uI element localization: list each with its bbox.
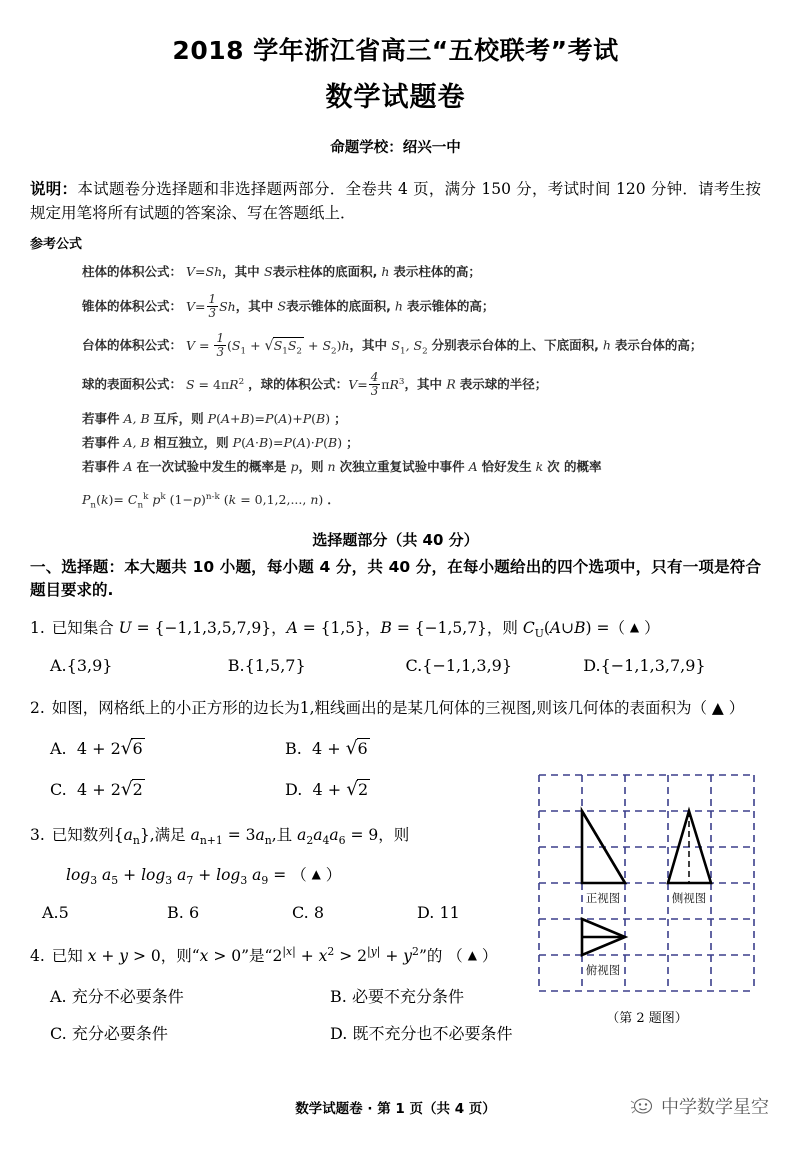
log-expression: $\log_3 a_5 + \log_3 a_7 + \log_3 a_9$ = xyxy=(66,865,287,887)
formula-sphere-area-label: 球的表面积公式： xyxy=(82,376,183,392)
notice-text: 本试题卷分选择题和非选择题两部分．全卷共 4 页，满分 150 分，考试时间 120 分钟．请考生按规定用笔将所有试题的答案涂、写在答题纸上． xyxy=(30,180,761,223)
comma-1: ，其中 xyxy=(222,264,264,280)
period-end: ． xyxy=(327,491,340,507)
question-1-number: 1. xyxy=(30,618,45,637)
option-1-c-label: C. xyxy=(405,656,423,676)
watermark-text: 中学数学星空 xyxy=(661,1097,769,1118)
bernoulli-2: 在一次试验中发生的概率是 xyxy=(136,458,287,474)
sym-h-3: h xyxy=(602,337,611,353)
sym-k: k xyxy=(535,458,544,474)
sym-A-1: A xyxy=(123,458,133,474)
formula-cylinder-tail-h: 表示柱体的高； xyxy=(393,264,481,280)
bernoulli-6: 次 的概率 xyxy=(547,458,602,474)
option-2-c-label: C. xyxy=(50,780,67,800)
option-1-b-label: B. xyxy=(227,656,245,676)
question-2-options-row1 xyxy=(30,720,520,759)
page-subtitle: 数学试题卷 xyxy=(325,82,466,113)
option-3-a-label: A. xyxy=(42,903,59,923)
option-3-b-label: B. xyxy=(167,903,184,923)
question-3-number: 3. xyxy=(30,826,45,845)
formula-cylinder-tail-s: 表示柱体的底面积, xyxy=(272,264,378,280)
sym-S-1: S xyxy=(264,264,273,280)
formula-sphere-area-expr: $S = 4\pi R^2$ xyxy=(186,376,245,392)
question-4-stem: 已知 x + y > 0，则“x > 0”是“$2^{|x|} + x^2 > 2^{|y|} + y^2$”的 （ ▲ ） xyxy=(51,945,498,966)
question-3-stem-line2: $\log_3 a_5 + \log_3 a_7 + \log_3 a_9$ = （ ▲ ） xyxy=(66,865,342,887)
question-1-stem: 已知集合 U = {−1,1,3,5,7,9}，A = {1,5}，B = {−1,5,7}，则 $C_U(A\cup B)$ =（ ▲ ） xyxy=(51,618,660,640)
formula-cone-tail-h: 表示锥体的高； xyxy=(406,298,495,314)
question-2 xyxy=(30,675,761,720)
option-2-a-label: A. xyxy=(50,739,67,759)
question-4-number: 4. xyxy=(30,947,45,966)
option-2-d[interactable]: D. 4 + √2 xyxy=(285,779,369,801)
sym-S-2: S xyxy=(277,298,287,314)
semicolon-2: ； xyxy=(346,434,359,450)
formula-bernoulli-text xyxy=(82,459,761,483)
question-3-stem: 已知数列$\{a_n\}$,满足 $a_{n+1} = 3a_n$,且 $a_2a_4a_6 = 9$，则 xyxy=(51,826,410,848)
reference-formulas xyxy=(30,252,761,525)
sym-AB-2: A, B xyxy=(123,434,150,450)
comma-4: ， xyxy=(248,376,261,392)
comma-3: ，其中 xyxy=(349,337,392,353)
formula-cone-tail-s: 表示锥体的底面积, xyxy=(286,298,391,314)
option-1-d-text: {−1,1,3,7,9} xyxy=(600,656,706,676)
bernoulli-4: 次独立重复试验中事件 xyxy=(339,458,465,474)
formula-cone xyxy=(82,294,761,333)
option-3-d-label: D. xyxy=(417,903,435,923)
option-1-a-label: A. xyxy=(50,656,67,676)
comma-5: ，其中 xyxy=(404,376,447,392)
formula-independent-expr: P(A·B)=P(A)·P(B) xyxy=(232,434,343,450)
option-4-a-label: A. xyxy=(50,987,67,1007)
bernoulli-prefix: 若事件 xyxy=(82,458,120,474)
question-2-options-row2 xyxy=(30,759,520,800)
option-1-d-label: D. xyxy=(583,656,601,676)
option-4-d-text: 既不充分也不必要条件 xyxy=(352,1024,513,1044)
notice-label: 说明： xyxy=(30,180,78,199)
option-3-c-label: C. xyxy=(292,903,309,923)
formula-cylinder xyxy=(82,264,761,294)
formula-frustum-label: 台体的体积公式： xyxy=(82,337,183,353)
exclusive-prefix: 若事件 xyxy=(82,411,120,427)
page-title: 2018 学年浙江省高三“五校联考”考试 xyxy=(172,36,619,65)
formula-exclusive xyxy=(82,411,761,435)
formula-frustum-tail-h: 表示台体的高； xyxy=(614,337,703,353)
formula-cone-expr: V= $\frac{1}{3}$ Sh xyxy=(186,292,236,320)
sym-AB-1: A, B xyxy=(123,411,150,427)
formula-bernoulli-expr xyxy=(82,483,761,525)
question-4 xyxy=(30,922,761,968)
watermark xyxy=(630,1093,769,1119)
option-1-c-text: {−1,1,3,9} xyxy=(422,656,513,676)
option-1-b[interactable] xyxy=(228,656,406,675)
option-2-b[interactable]: B. 4 + √6 xyxy=(285,738,368,760)
option-3-b[interactable] xyxy=(167,903,292,922)
formula-frustum-expr: V = $\frac{1}{3}$ $(S_1 + √S_1S_2 + S_2)h$ xyxy=(186,331,350,359)
question-2-number: 2. xyxy=(30,699,45,718)
question-4-options-row2 xyxy=(30,1007,610,1044)
formula-sphere-tail: 表示球的半径； xyxy=(459,376,548,392)
sym-h-1: h xyxy=(381,264,390,280)
option-1-c[interactable] xyxy=(406,656,584,675)
option-2-a[interactable]: A. 4 + 2√6 xyxy=(50,738,143,760)
sym-S1S2: $S_1$, $S_2$ xyxy=(391,337,428,357)
formula-frustum-tail: 分别表示台体的上、下底面积, xyxy=(431,337,599,353)
question-3 xyxy=(30,800,530,849)
option-4-a[interactable] xyxy=(50,984,330,1007)
sym-h-2: h xyxy=(394,298,403,314)
option-4-c[interactable] xyxy=(50,1021,330,1044)
option-1-a-text: {3,9} xyxy=(66,656,113,676)
option-3-c-text: 8 xyxy=(313,903,325,923)
option-4-b-text: 必要不充分条件 xyxy=(351,987,464,1007)
sym-n: n xyxy=(327,458,336,474)
page-footer xyxy=(0,1097,791,1137)
option-3-b-text: 6 xyxy=(188,903,200,923)
side-view-label: 侧视图 xyxy=(671,891,707,905)
option-3-a-text: 5 xyxy=(58,903,69,923)
front-view-label: 正视图 xyxy=(585,891,621,905)
sym-A-2: A xyxy=(468,458,478,474)
notice-paragraph xyxy=(30,157,761,225)
section-title: 选择题部分（共 40 分） xyxy=(312,531,479,550)
option-2-c[interactable]: C. 4 + 2√2 xyxy=(50,779,143,801)
question-1 xyxy=(30,603,761,642)
formula-heading: 参考公式 xyxy=(30,237,83,253)
formula-independent xyxy=(82,435,761,459)
sym-R: R xyxy=(446,376,456,392)
option-1-d[interactable] xyxy=(583,656,761,675)
option-1-b-text: {1,5,7} xyxy=(244,656,306,676)
bernoulli-5: 恰好发生 xyxy=(481,458,532,474)
option-3-a[interactable] xyxy=(42,903,167,922)
bernoulli-formula: $P_n(k)= C_n^k$ $p^k$ $(1-p)^{n-k}$ (k = 0,1,2,..., n) xyxy=(82,491,324,511)
question-1-options xyxy=(30,642,761,675)
school-line: 命题学校：绍兴一中 xyxy=(330,140,461,157)
question-4-options-row1 xyxy=(30,968,610,1007)
option-1-a[interactable] xyxy=(50,656,228,675)
independent-prefix: 若事件 xyxy=(82,434,120,450)
option-4-a-text: 充分不必要条件 xyxy=(71,987,184,1007)
option-3-d-text: 11 xyxy=(439,903,460,923)
exclusive-mid: 互斥，则 xyxy=(153,411,204,427)
section-instruction: 一、选择题：本大题共 10 小题，每小题 4 分，共 40 分，在每小题给出的四个选项中，只有一项是符合题目要求的. xyxy=(30,558,761,600)
figure-caption: （第 2 题图） xyxy=(606,1011,688,1026)
option-3-c[interactable] xyxy=(292,903,417,922)
sym-p: p xyxy=(290,458,299,474)
formula-frustum xyxy=(82,333,761,372)
option-2-d-label: D. xyxy=(285,780,303,800)
option-4-b-label: B. xyxy=(330,987,347,1007)
top-view-label: 俯视图 xyxy=(585,963,621,977)
semicolon-1: ； xyxy=(334,411,347,427)
comma-2: ，其中 xyxy=(235,298,278,314)
formula-sphere-vol-label: 球的体积公式： xyxy=(260,376,349,392)
bernoulli-3: ，则 xyxy=(298,458,324,474)
formula-exclusive-expr: P(A+B)=P(A)+P(B) xyxy=(207,411,331,427)
option-3-d[interactable] xyxy=(417,903,542,922)
question-2-stem: 如图，网格纸上的小正方形的边长为1,粗线画出的是某几何体的三视图,则该几何体的表面积为（ ▲ ） xyxy=(51,699,745,718)
option-4-d-label: D. xyxy=(330,1024,348,1044)
formula-cylinder-expr: V=Sh xyxy=(186,264,223,280)
formula-sphere-vol-expr: V= $\frac{4}{3}$ $\pi R^3$ xyxy=(348,370,405,398)
formula-cone-label: 锥体的体积公式： xyxy=(82,298,183,314)
formula-cylinder-label: 柱体的体积公式： xyxy=(82,264,183,280)
option-4-c-text: 充分必要条件 xyxy=(71,1024,168,1044)
option-2-b-label: B. xyxy=(285,739,302,759)
footer-page-number: 数学试题卷 · 第 1 页（共 4 页） xyxy=(295,1101,496,1117)
formula-sphere xyxy=(82,372,761,411)
independent-mid: 相互独立，则 xyxy=(153,434,229,450)
smiley-face-icon xyxy=(630,1095,656,1117)
question-3-options xyxy=(30,889,542,922)
option-4-c-label: C. xyxy=(50,1024,67,1044)
question-2-figure xyxy=(531,769,763,1026)
